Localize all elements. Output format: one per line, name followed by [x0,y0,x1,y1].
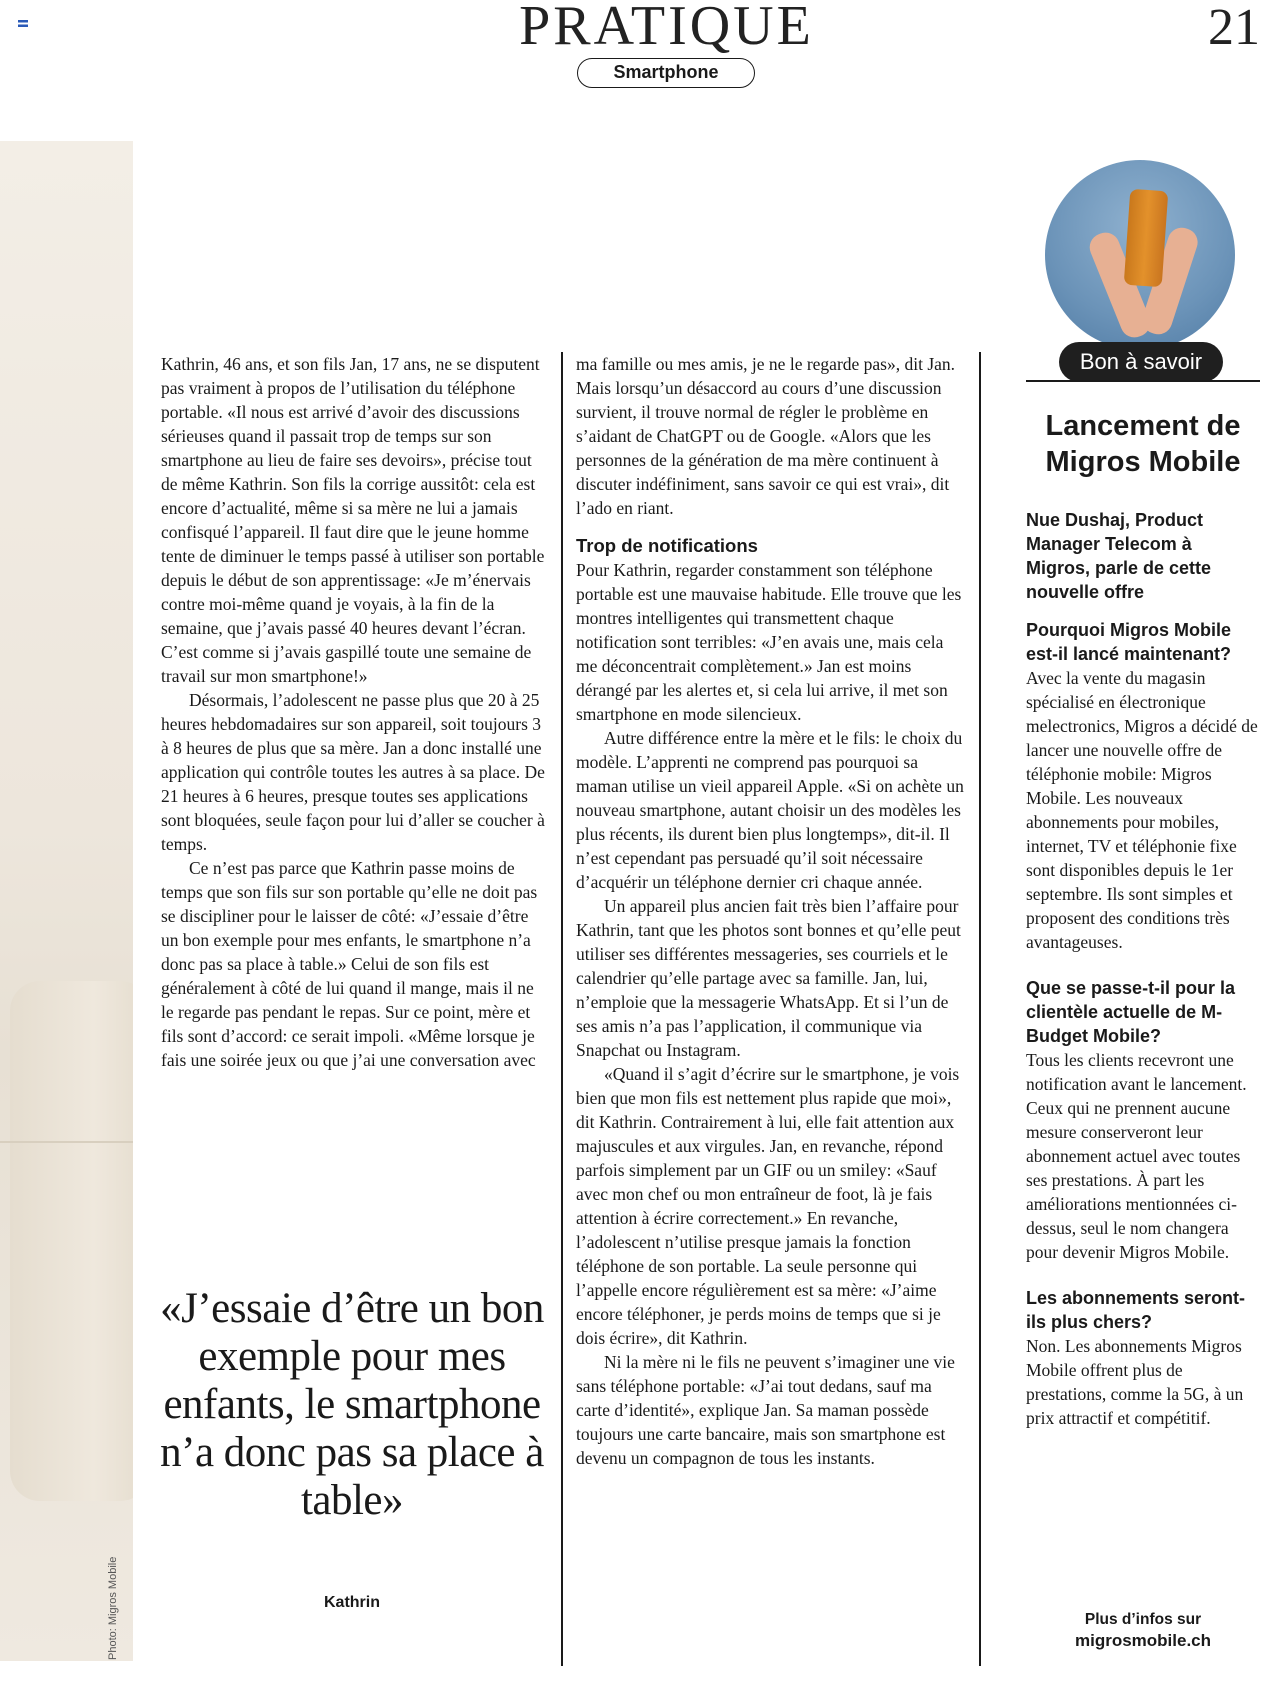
footer-link[interactable]: migrosmobile.ch [1074,1631,1212,1650]
article-subhead: Trop de notifications [576,535,758,556]
sidebar-question: Pourquoi Migros Mobile est-il lancé maintenant? [1026,620,1232,664]
article-paragraph: Pour Kathrin, regarder constamment son téléphone portable est une mauvaise habitude. Elle trouve que les montres intelligentes qui transmettent chaque notification sont terribles: «J’en avais une, mais cela me déconcentrait complètement.» Jan est moins dérangé par les alertes et, si cela lui arrive, il met son smartphone en mode silencieux. [576,560,962,724]
article-paragraph: ma famille ou mes amis, je ne le regarde pas», dit Jan. Mais lorsqu’un désaccord au cours d’une discussion survient, il trouve normal de régler le problème en s’aidant de ChatGPT ou de Google. «Alors que les personnes de la génération de ma mère continuent à discuter indéfiniment, sans savoir ce qui est vrai», dit l’ado en riant. [576,354,956,518]
column-rule [979,352,981,1666]
article-column-2 [576,352,966,1470]
section-title: PRATIQUE [519,0,814,57]
sofa-seam [0,1141,133,1143]
article-paragraph: Kathrin, 46 ans, et son fils Jan, 17 ans, ne se disputent pas vraiment à propos de l’utilisation du téléphone portable. «Il nous est arrivé d’avoir des discussions sérieuses quand il passait trop de temps sur son smartphone au lieu de faire ses devoirs», précise tout de même Kathrin. Son fils la corrige aussitôt: cela est encore d’actualité, même si sa mère ne lui a jamais confisqué l’appareil. Il faut dire que le jeune homme tente de diminuer le temps passé à utiliser son portable depuis le début de son apprentissage: «Je m’énervais contre moi-même quand je voyais, à la fin de la semaine, que j’avais passé 40 heures devant l’écran. C’est comme si j’avais gaspillé toute une semaine de travail sur mon smartphone!» [161,354,545,686]
column-rule [561,352,563,1666]
sidebar [1026,408,1260,1452]
info-badge: Bon à savoir [1059,342,1223,382]
hands-holding-phone-image [1045,160,1235,350]
article-paragraph: Un appareil plus ancien fait très bien l’affaire pour Kathrin, tant que les photos sont bonnes et qu’elle peut utiliser ses différentes messageries, ses courriels et le calendrier qu’elle partage avec sa famille. Jan, lui, n’emploie que la messagerie WhatsApp. Et si l’un de ses amis n’a pas l’application, il communique via Snapchat ou Instagram. [576,896,961,1060]
photo-credit: Photo: Migros Mobile [107,1556,119,1660]
sidebar-title: Lancement de Migros Mobile [1045,410,1241,478]
page-number: 21 [1208,0,1260,56]
sofa-cushion [10,981,133,1501]
sidebar-answer: Avec la vente du magasin spécialisé en électronique melectronics, Migros a décidé de lancer une nouvelle offre de téléphonie mobile: Migros Mobile. Les nouveaux abonnements pour mobiles, internet, TV et téléphonie fixe sont disponibles depuis le 1er septembre. Ils sont simples et proposent des conditions très avantageuses. [1026,668,1258,952]
sidebar-question: Les abonnements seront-ils plus chers? [1026,1288,1246,1332]
sofa-photo [0,141,133,1661]
phone-icon [1124,189,1169,287]
article-paragraph: Désormais, l’adolescent ne passe plus que 20 à 25 heures hebdomadaires sur son appareil, soit toujours 3 à 8 heures de plus que sa mère. Jan a donc installé une application qui contrôle toutes les autres à sa place. De 21 heures à 6 heures, presque toutes ses applications sont bloquées, seule façon pour lui d’aller se coucher à temps. [161,690,545,854]
sidebar-intro: Nue Dushaj, Product Manager Telecom à Migros, parle de cette nouvelle offre [1026,510,1212,602]
article-paragraph: «Quand il s’agit d’écrire sur le smartphone, je vois bien que mon fils est nettement plus rapide que moi», dit Kathrin. Contrairement à lui, elle fait attention aux majuscules et aux virgules. Jan, en revanche, répond parfois simplement par un GIF ou un smiley: «Sauf avec mon chef ou mon entraîneur de foot, là je fais attention à écrire correctement.» En revanche, l’adolescent n’utilise presque jamais la fonction téléphone de son portable. La seule personne qui l’appelle encore régulièrement est sa mère: «J’aime encore téléphoner, je perds moins de temps que si je dois écrire», dit Kathrin. [576,1064,960,1348]
sidebar-answer: Tous les clients recevront une notification avant le lancement. Ceux qui ne prennent aucune mesure conserveront leur abonnement actuel avec toutes ses prestations. À part les améliorations mentionnées ci-dessus, seul le nom changera pour devenir Migros Mobile. [1026,1050,1247,1262]
pull-quote: «J’essaie d’être un bon exemple pour mes enfants, le smartphone n’a donc pas sa place à table» [160,1285,544,1524]
sidebar-answer: Non. Les abonnements Migros Mobile offrent plus de prestations, comme la 5G, à un prix attractif et compétitif. [1026,1336,1244,1428]
article-paragraph: Ni la mère ni le fils ne peuvent s’imaginer une vie sans téléphone portable: «J’ai tout dedans, sauf ma carte d’identité», explique Jan. Sa maman possède toujours une carte bancaire, mais son smartphone est devenu un compagnon de tous les instants. [576,1352,955,1468]
pull-quote-author: Kathrin [324,1594,380,1611]
article-paragraph: Autre différence entre la mère et le fils: le choix du modèle. L’apprenti ne comprend pas pourquoi sa maman utilise un vieil appareil Apple. «Si on achète un nouveau smartphone, autant choisir un des modèles les plus récents, ils durent bien plus longtemps», dit-il. Il n’est cependant pas persuadé qu’il soit nécessaire d’acquérir un téléphone dernier cri chaque année. [576,728,964,892]
article-paragraph: Ce n’est pas parce que Kathrin passe moins de temps que son fils sur son portable qu’elle ne doit pas se discipliner pour le laisser de côté: «J’essaie d’être un bon exemple pour mes enfants, le smartphone n’a donc pas sa place à table.» Celui de son fils est généralement à côté de lui quand il mange, mais il ne le regarde pas pendant le repas. Sur ce point, mère et fils sont d’accord: ce serait impoli. «Même lorsque je fais une soirée jeux ou que j’ai une conversation avec [161,858,538,1070]
section-tag: Smartphone [577,58,755,88]
sidebar-rule [1026,380,1260,382]
footer-more-info: Plus d’infos sur [1084,1611,1202,1628]
sidebar-question: Que se passe-t-il pour la clientèle actuelle de M-Budget Mobile? [1026,978,1236,1046]
sidebar-footer [1026,1609,1260,1651]
article-column-1 [161,352,546,1072]
